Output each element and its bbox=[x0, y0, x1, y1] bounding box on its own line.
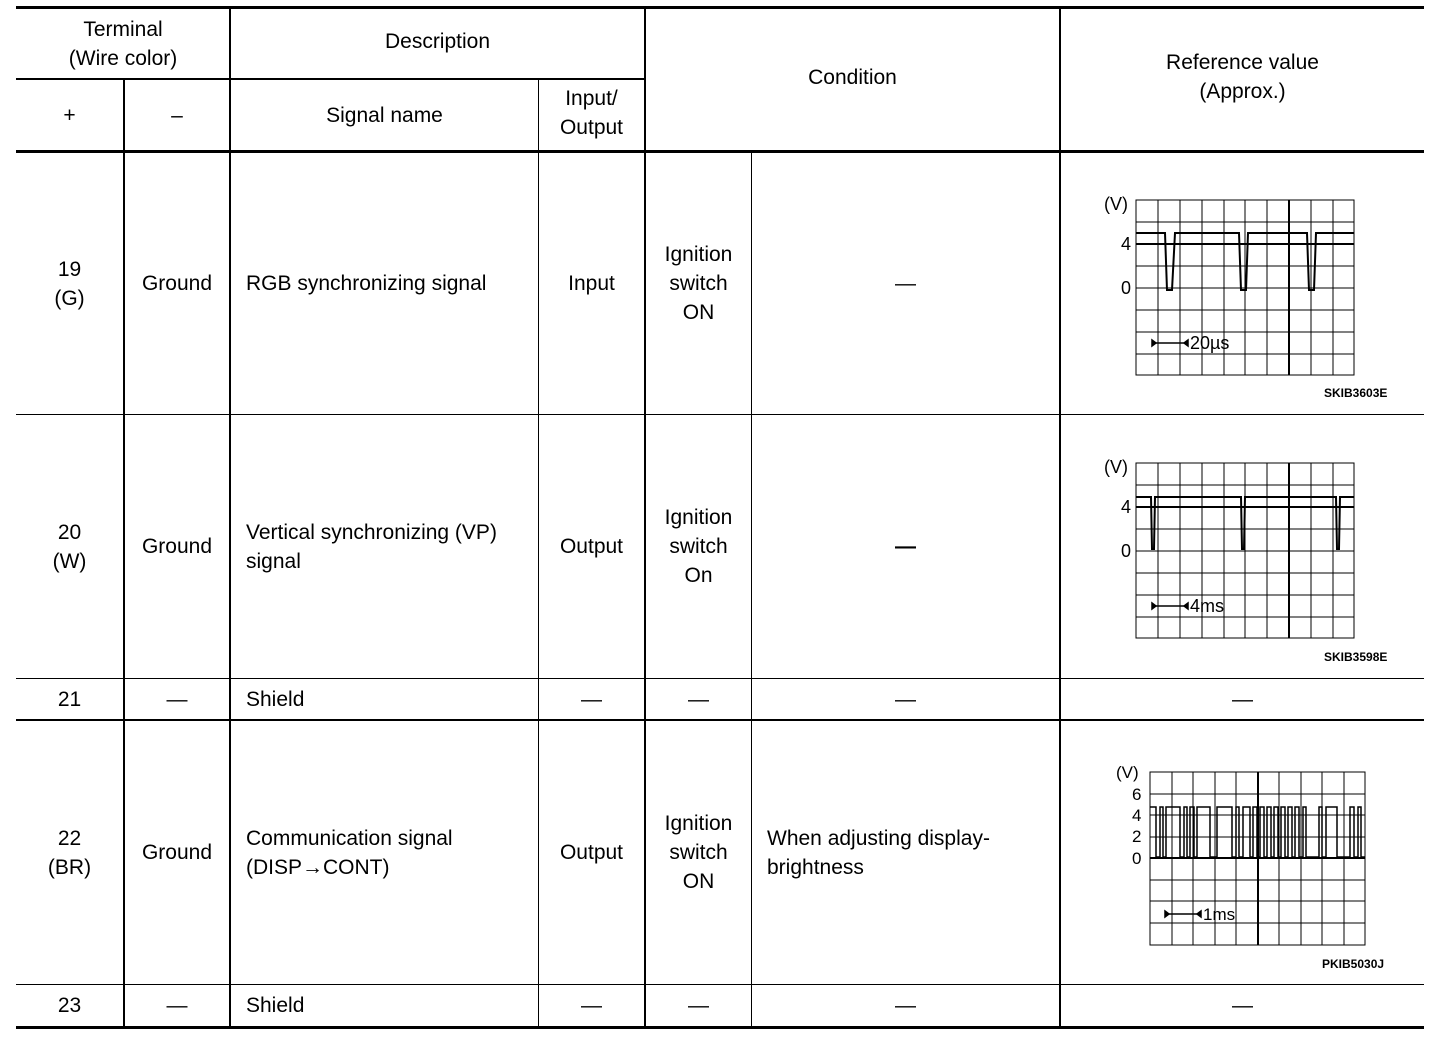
ground-cell: — bbox=[166, 687, 188, 711]
header-plus: + bbox=[63, 103, 76, 127]
header-terminal: Terminal (Wire color) bbox=[68, 17, 178, 70]
io-cell: — bbox=[581, 687, 602, 711]
ground-cell: Ground bbox=[141, 841, 213, 864]
condition-detail-cell: — bbox=[895, 994, 916, 1017]
ground-cell: Ground bbox=[141, 272, 213, 295]
header-minus: – bbox=[171, 103, 183, 127]
y-tick-label: 4 bbox=[1132, 806, 1142, 825]
time-scale-marker bbox=[1165, 911, 1201, 917]
condition-detail-cell: When adjusting display- brightness bbox=[767, 826, 990, 879]
scope-grid bbox=[1136, 200, 1354, 375]
ground-cell: Ground bbox=[141, 535, 213, 558]
signal-name-cell: Communication signal (DISP→CONT) bbox=[246, 826, 453, 879]
y-tick-label: 6 bbox=[1132, 785, 1142, 804]
terminal-cell: 19 (G) bbox=[54, 257, 85, 310]
signal-name-cell: Shield bbox=[246, 687, 305, 711]
time-scale-label: 1ms bbox=[1203, 905, 1236, 924]
y-tick-label: 4 bbox=[1121, 497, 1132, 517]
y-tick-label: 2 bbox=[1132, 827, 1142, 846]
signal-name-cell: Vertical synchronizing (VP) signal bbox=[246, 520, 497, 573]
waveform-scope bbox=[1100, 190, 1420, 405]
figure-code: PKIB5030J bbox=[1322, 957, 1385, 971]
time-scale-marker bbox=[1152, 340, 1188, 346]
terminal-cell: 21 bbox=[57, 687, 82, 711]
scope-grid bbox=[1150, 772, 1365, 945]
waveform-svg-22 bbox=[1110, 760, 1420, 975]
terminal-cell: 23 bbox=[57, 994, 82, 1017]
io-cell: Output bbox=[559, 841, 624, 864]
condition-switch-cell: — bbox=[688, 687, 709, 711]
waveform-svg-20 bbox=[1100, 453, 1420, 668]
io-cell: Input bbox=[568, 272, 615, 295]
y-tick-label: 0 bbox=[1121, 278, 1132, 298]
signal-trace bbox=[1136, 497, 1354, 549]
condition-detail-cell: — bbox=[895, 687, 916, 711]
ground-cell: — bbox=[166, 994, 188, 1017]
voltage-unit-label: (V) bbox=[1104, 194, 1128, 214]
header-reference-value: Reference value (Approx.) bbox=[1166, 51, 1319, 103]
time-scale-label: 20µs bbox=[1190, 333, 1230, 353]
voltage-unit-label: (V) bbox=[1104, 457, 1128, 477]
waveform-scope bbox=[1110, 760, 1420, 975]
header-description: Description bbox=[384, 29, 491, 53]
voltage-unit-label: (V) bbox=[1116, 763, 1139, 782]
condition-switch-cell: Ignition switch ON bbox=[664, 243, 733, 324]
io-cell: — bbox=[581, 994, 602, 1017]
scope-grid bbox=[1136, 463, 1354, 638]
y-tick-label: 4 bbox=[1121, 234, 1132, 254]
header-input-output: Input/ Output bbox=[559, 87, 624, 139]
signal-name-cell: Shield bbox=[246, 994, 305, 1017]
reference-cell: — bbox=[1232, 687, 1253, 711]
waveform-scope bbox=[1100, 453, 1420, 668]
header-condition: Condition bbox=[808, 65, 897, 89]
condition-switch-cell: Ignition switch On bbox=[664, 506, 733, 587]
y-tick-label: 0 bbox=[1132, 849, 1142, 868]
y-tick-label: 0 bbox=[1121, 541, 1132, 561]
condition-detail-cell: — bbox=[895, 535, 916, 558]
header-signal-name: Signal name bbox=[326, 103, 443, 127]
waveform-svg-19 bbox=[1100, 190, 1420, 405]
terminal-cell: 22 (BR) bbox=[47, 826, 92, 879]
time-scale-label: 4ms bbox=[1190, 596, 1225, 616]
reference-cell: — bbox=[1232, 994, 1253, 1017]
figure-code: SKIB3603E bbox=[1324, 386, 1388, 400]
condition-switch-cell: — bbox=[688, 994, 709, 1017]
condition-detail-cell: — bbox=[895, 272, 916, 295]
terminal-cell: 20 (W) bbox=[52, 520, 87, 573]
io-cell: Output bbox=[559, 535, 624, 558]
condition-switch-cell: Ignition switch ON bbox=[664, 812, 733, 893]
figure-code: SKIB3598E bbox=[1324, 650, 1388, 664]
time-scale-marker bbox=[1152, 603, 1188, 609]
signal-name-cell: RGB synchronizing signal bbox=[246, 272, 487, 295]
